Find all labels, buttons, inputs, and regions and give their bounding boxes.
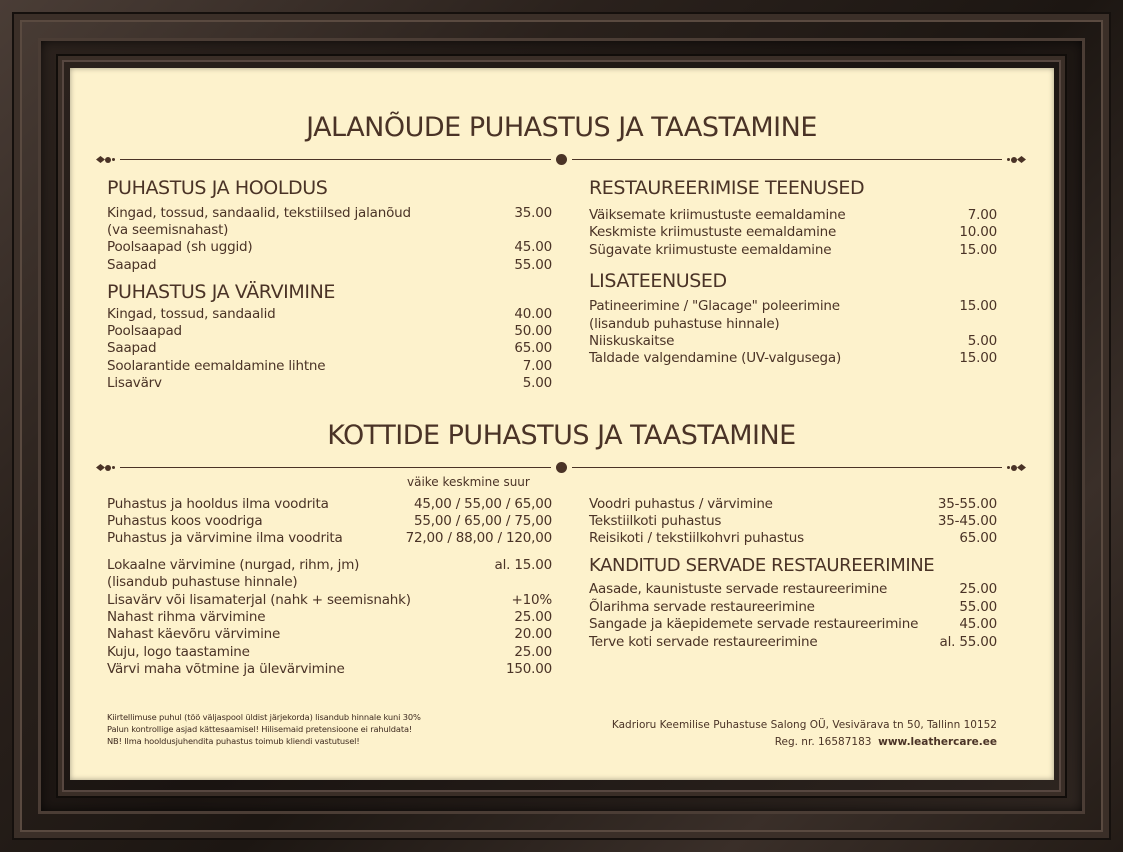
price-row: (lisandub puhastuse hinnale) bbox=[589, 316, 780, 332]
company-address: Kadrioru Keemilise Puhastuse Salong OÜ, Vesivärava tn 50, Tallinn 10152 bbox=[611, 719, 997, 731]
price-row: (lisandub puhastuse hinnale) bbox=[107, 574, 298, 590]
price-row: Reisikoti / tekstiilkohvri puhastus 65.00 bbox=[589, 530, 997, 546]
price-row: Aasade, kaunistuste servade restaureerimine 25.00 bbox=[589, 581, 997, 597]
bags-title: KOTTIDE PUHASTUS JA TAASTAMINE bbox=[327, 420, 796, 451]
price-row: Patineerimine / "Glacage" poleerimine 15.00 bbox=[589, 298, 997, 314]
bags-divider bbox=[96, 462, 1026, 474]
price-row: Kuju, logo taastamine 25.00 bbox=[107, 644, 552, 660]
price-row: Sügavate kriimustuste eemaldamine 15.00 bbox=[589, 242, 997, 258]
price-row: Nahast rihma värvimine 25.00 bbox=[107, 609, 552, 625]
price-row: Nahast käevõru värvimine 20.00 bbox=[107, 626, 552, 642]
price-row: Taldade valgendamine (UV-valgusega) 15.00 bbox=[589, 350, 997, 366]
price-row: Tekstiilkoti puhastus 35-45.00 bbox=[589, 513, 997, 529]
price-row: Kingad, tossud, sandaalid 40.00 bbox=[107, 306, 552, 322]
price-row: Terve koti servade restaureerimine al. 55.00 bbox=[589, 634, 997, 650]
price-row: Poolsaapad 50.00 bbox=[107, 323, 552, 339]
price-row: Keskmiste kriimustuste eemaldamine 10.00 bbox=[589, 224, 997, 240]
price-row: Lokaalne värvimine (nurgad, rihm, jm) al. 15.00 bbox=[107, 557, 552, 573]
price-row: Poolsaapad (sh uggid) 45.00 bbox=[107, 239, 552, 255]
price-row: Saapad 65.00 bbox=[107, 340, 552, 356]
footer-note-check: Palun kontrollige asjad kättesaamisel! Hilisemaid pretensioone ei rahuldata! bbox=[107, 724, 413, 734]
registration-number: Reg. nr. 16587183 bbox=[774, 736, 872, 748]
company-reg-line bbox=[775, 734, 997, 751]
price-row: Värvi maha võtmine ja ülevärvimine 150.00 bbox=[107, 661, 552, 677]
price-row: Väiksemate kriimustuste eemaldamine 7.00 bbox=[589, 207, 997, 223]
size-column-header: väike keskmine suur bbox=[407, 475, 530, 489]
shoes-divider bbox=[96, 154, 1026, 166]
website-link[interactable]: www.leathercare.ee bbox=[878, 736, 997, 748]
price-row: Sangade ja käepidemete servade restaureerimine 45.00 bbox=[589, 616, 997, 632]
section-title-edge-restoration: KANDITUD SERVADE RESTAUREERIMINE bbox=[589, 555, 935, 576]
price-row: Voodri puhastus / värvimine 35-55.00 bbox=[589, 496, 997, 512]
price-row: Lisavärv või lisamaterjal (nahk + seemisnahk) +10% bbox=[107, 592, 552, 608]
price-row: Puhastus koos voodriga 55,00 / 65,00 / 75,00 bbox=[107, 513, 552, 529]
price-row: Lisavärv 5.00 bbox=[107, 375, 552, 391]
footer-note-responsibility: NB! Ilma hooldusjuhendita puhastus toimub kliendi vastutusel! bbox=[107, 736, 360, 746]
section-title-cleaning-dyeing: PUHASTUS JA VÄRVIMINE bbox=[107, 281, 335, 303]
shoes-title: JALANÕUDE PUHASTUS JA TAASTAMINE bbox=[306, 112, 817, 143]
price-row: Puhastus ja värvimine ilma voodrita 72,00 / 88,00 / 120,00 bbox=[107, 530, 552, 546]
price-row: Kingad, tossud, sandaalid, tekstiilsed jalanõud 35.00 bbox=[107, 205, 552, 221]
price-row: Puhastus ja hooldus ilma voodrita 45,00 / 55,00 / 65,00 bbox=[107, 496, 552, 512]
section-title-restoration: RESTAUREERIMISE TEENUSED bbox=[589, 177, 865, 199]
price-row: (va seemisnahast) bbox=[107, 222, 229, 238]
price-row: Soolarantide eemaldamine lihtne 7.00 bbox=[107, 358, 552, 374]
price-row: Saapad 55.00 bbox=[107, 257, 552, 273]
price-row: Õlarihma servade restaureerimine 55.00 bbox=[589, 599, 997, 615]
section-title-cleaning-care: PUHASTUS JA HOOLDUS bbox=[107, 177, 328, 199]
price-row: Niiskuskaitse 5.00 bbox=[589, 333, 997, 349]
section-title-extra-services: LISATEENUSED bbox=[589, 270, 727, 292]
footer-note-express: Kiirtellimuse puhul (töö väljaspool üldist järjekorda) lisandub hinnale kuni 30% bbox=[107, 712, 421, 722]
